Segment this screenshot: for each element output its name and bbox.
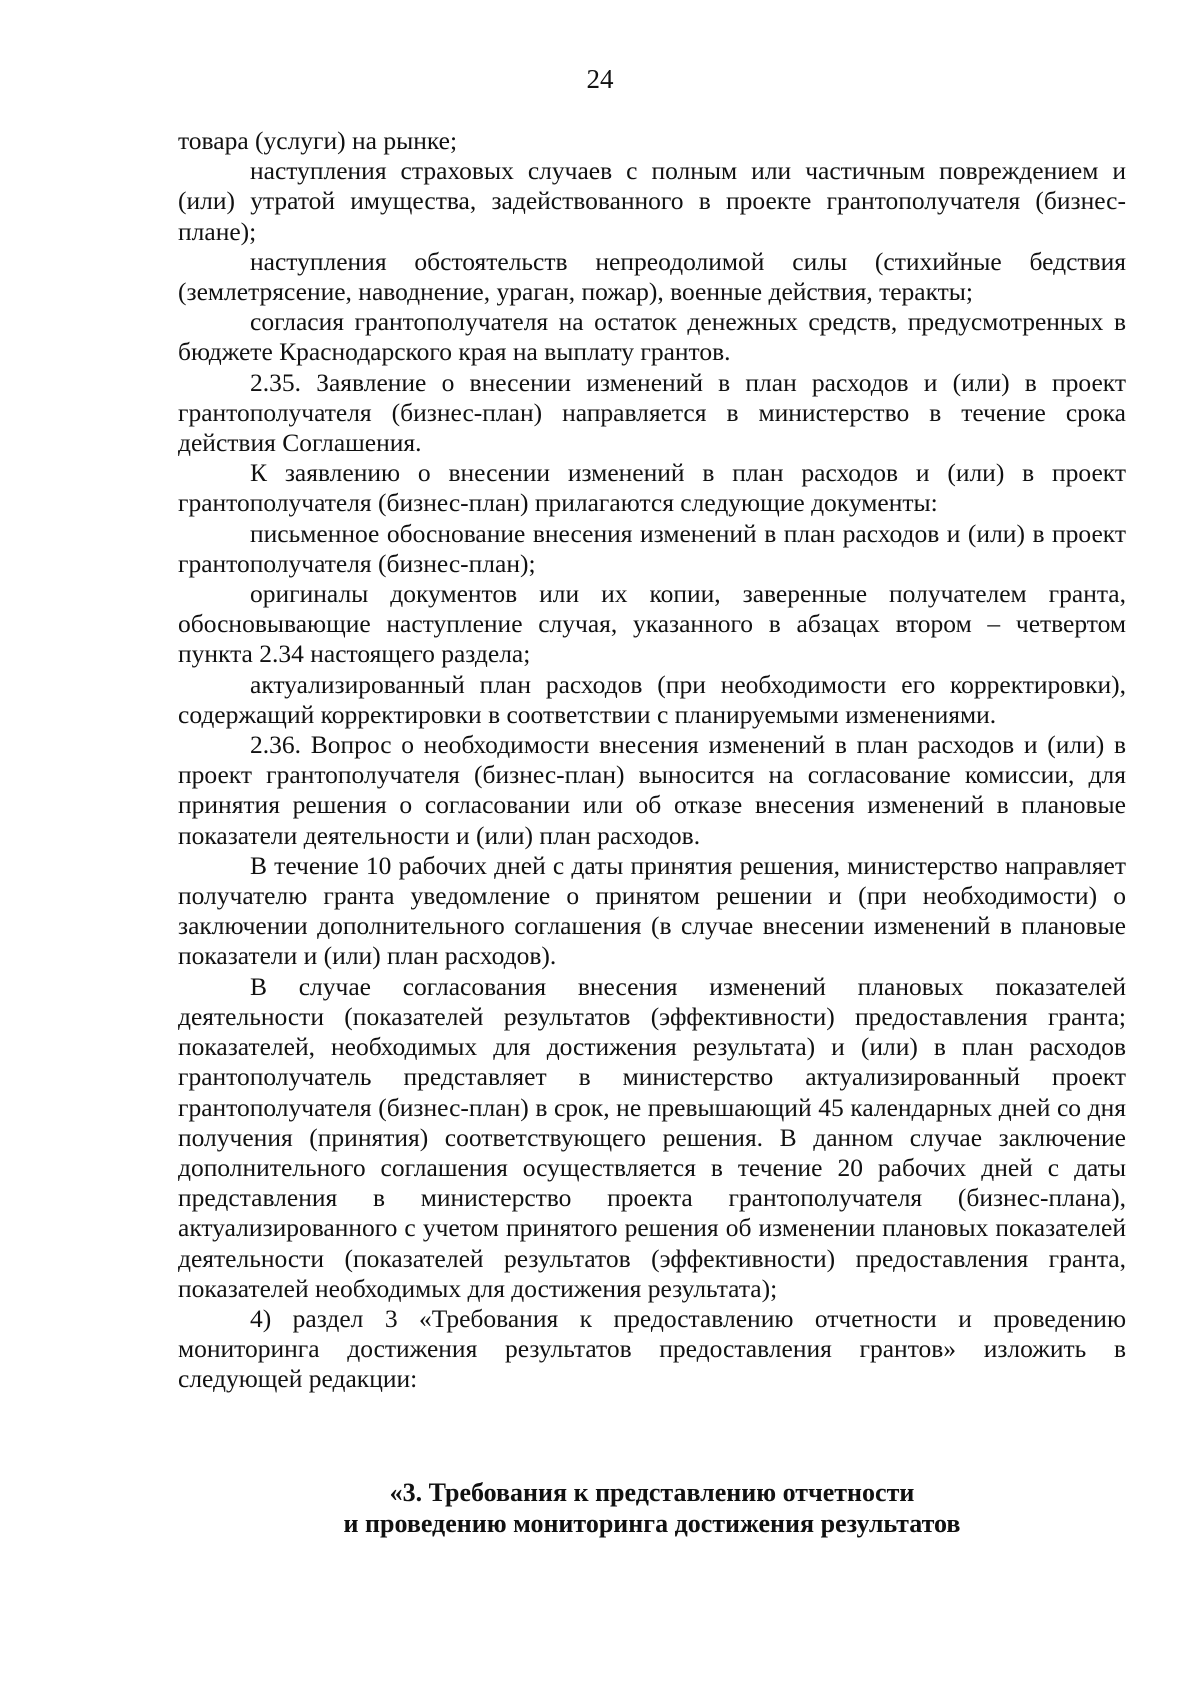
paragraph: наступления обстоятельств непреодолимой силы (стихийные бедствия (землетрясение, наводнение, ураган, пожар), военные действия, теракты; (178, 246, 1126, 307)
paragraph: оригиналы документов или их копии, заверенные получателем гранта, обосновывающие наступление случая, указанного в абзацах втором – четвертом пункта 2.34 настоящего раздела; (178, 579, 1126, 669)
document-body (178, 126, 1126, 1395)
paragraph: 4) раздел 3 «Требования к предоставлению отчетности и проведению мониторинга достижения результатов предоставления грантов» изложить в следующей редакции: (178, 1303, 1126, 1394)
paragraph: 2.36. Вопрос о необходимости внесения изменений в план расходов и (или) в проект грантополучателя (бизнес-план) выносится на согласование комиссии, для принятия решения о согласовании или об отказе внесения изменений в плановые показатели деятельности и (или) план расходов. (178, 730, 1126, 850)
paragraph: В случае согласования внесения изменений плановых показателей деятельности (показателей результатов (эффективности) предоставления гранта; показателей, необходимых для достижения результата) и (или) в план расходов грантополучатель представляет в министерство актуализированный проект грантополучателя (бизнес-план) в срок, не превышающий 45 календарных дней со дня получения (принятия) соответствующего решения. В данном случае заключение дополнительного соглашения осуществляется в течение 20 рабочих дней с даты представления в министерство проекта грантополучателя (бизнес-плана), актуализированного с учетом принятого решения об изменении плановых показателей деятельности (показателей результатов (эффективности) предоставления гранта, показателей необходимых для достижения результата); (178, 971, 1126, 1303)
page-number: 24 (586, 64, 614, 94)
section-heading-line-2: и проведению мониторинга достижения результатов (343, 1508, 961, 1538)
paragraph: наступления страховых случаев с полным или частичным повреждением и (или) утратой имущества, задействованного в проекте грантополучателя (бизнес-плане); (178, 156, 1126, 246)
paragraph: 2.35. Заявление о внесении изменений в план расходов и (или) в проект грантополучателя (бизнес-план) направляется в министерство в течение срока действия Соглашения. (178, 367, 1126, 458)
paragraph: письменное обоснование внесения изменений в план расходов и (или) в проект грантополучателя (бизнес-план); (178, 518, 1126, 578)
section-heading-line-1: «3. Требования к представлению отчетности (389, 1478, 915, 1507)
paragraph: согласия грантополучателя на остаток денежных средств, предусмотренных в бюджете Краснодарского края на выплату грантов. (178, 307, 1126, 367)
paragraph: В течение 10 рабочих дней с даты принятия решения, министерство направляет получателю гранта уведомление о принятом решении и (при необходимости) о заключении дополнительного соглашения (в случае внесении изменений в плановые показатели и (или) план расходов). (178, 850, 1126, 971)
paragraph: актуализированный план расходов (при необходимости его корректировки), содержащий корректировки в соответствии с планируемыми изменениями. (178, 669, 1126, 729)
paragraph: товара (услуги) на рынке; (178, 126, 458, 155)
section-heading (178, 1478, 1126, 1539)
paragraph: К заявлению о внесении изменений в план расходов и (или) в проект грантополучателя (бизнес-план) прилагаются следующие документы: (178, 458, 1126, 518)
